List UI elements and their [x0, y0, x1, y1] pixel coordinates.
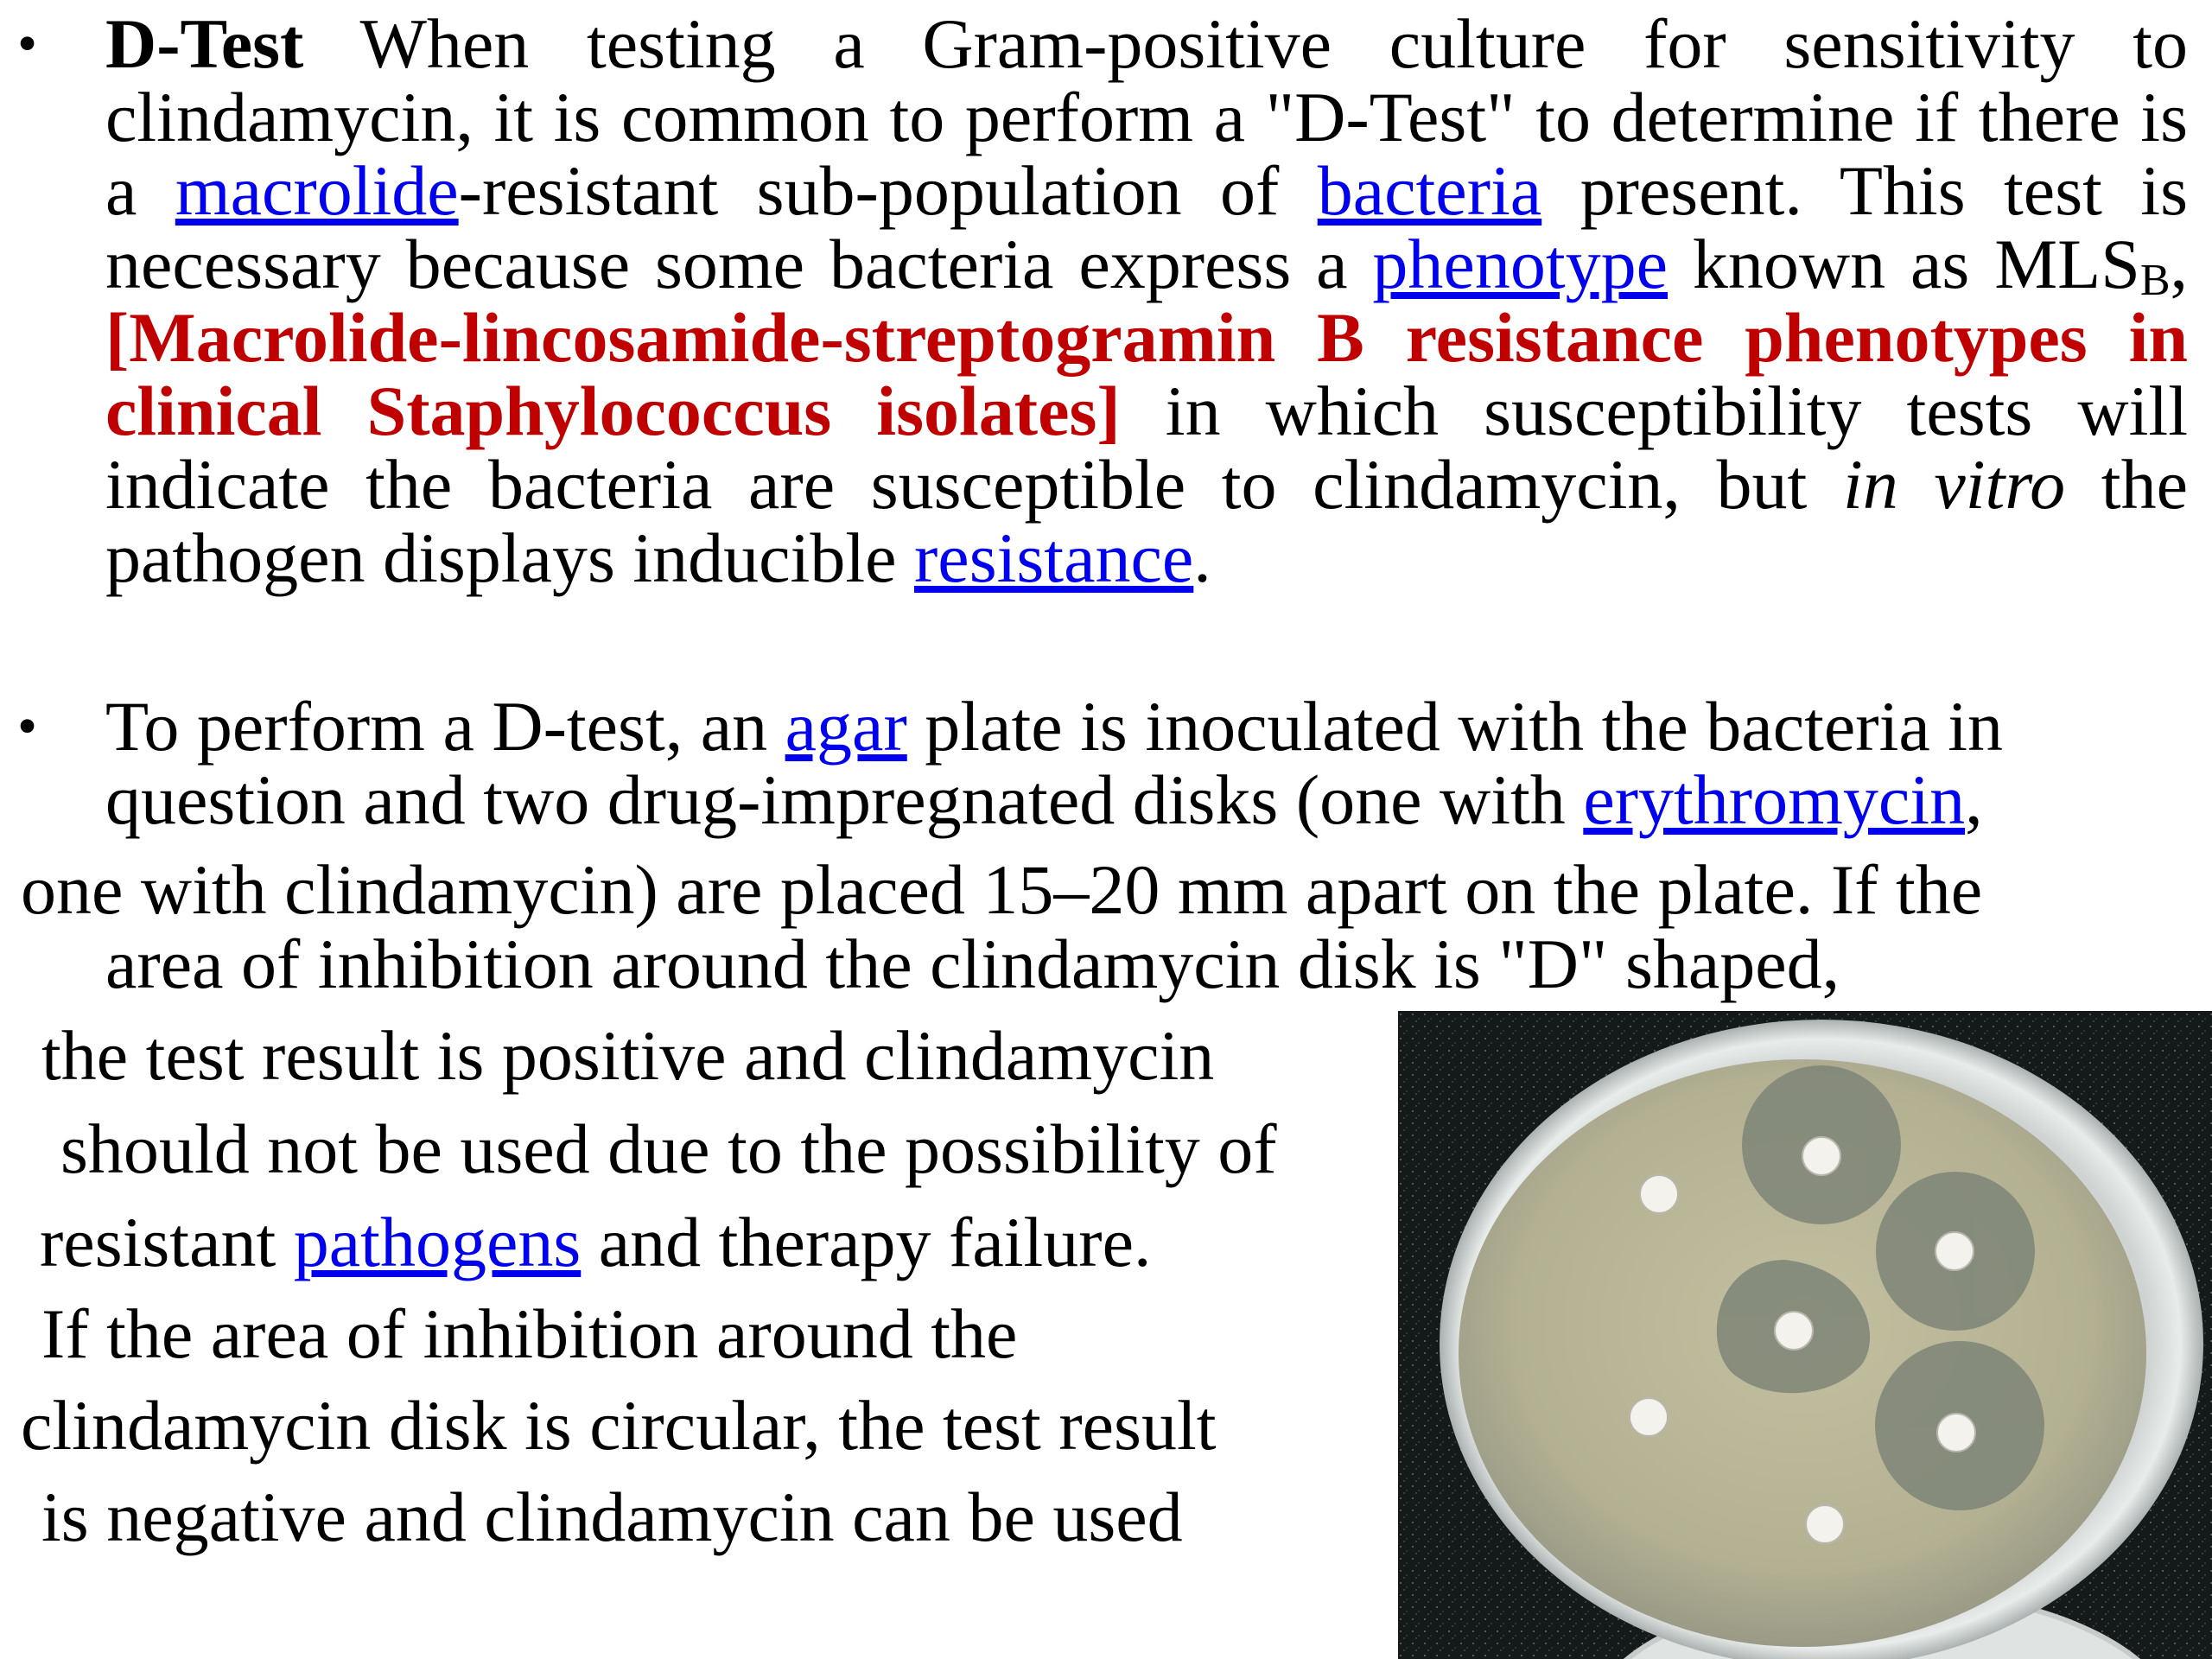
disk: [1806, 1505, 1844, 1543]
erythromycin-link[interactable]: erythromycin: [1583, 760, 1966, 839]
d-test-term: D-Test: [105, 4, 304, 83]
disk: [1630, 1398, 1668, 1436]
text-run: plate is inoculated with the bacteria in question and two drug-impregnated disks (one with: [105, 687, 2004, 839]
text-run: ,: [2170, 225, 2188, 303]
disk: [1802, 1137, 1840, 1175]
disk: [1936, 1232, 1974, 1270]
text-run: and therapy failure.: [581, 1203, 1152, 1281]
text-run: resistant: [40, 1203, 294, 1281]
disk: [1640, 1175, 1678, 1213]
bullet-marker: •: [17, 12, 38, 75]
phenotype-link[interactable]: phenotype: [1372, 225, 1668, 303]
text-line-4: should not be used due to the possibility of: [60, 1109, 1277, 1188]
bullet-marker: •: [17, 695, 38, 758]
text-run: .: [1193, 518, 1211, 597]
text-line-5: [40, 1199, 1152, 1286]
in-vitro-italic: in vitro: [1842, 445, 2066, 524]
text-run: -resistant sub-population of: [458, 151, 1318, 230]
macrolide-link[interactable]: macrolide: [175, 151, 459, 230]
petri-dish-illustration: [1398, 1011, 2212, 1659]
text-run: the pathogen displays inducible: [105, 445, 2188, 597]
d-test-paragraph: [105, 4, 2188, 597]
resistance-link[interactable]: resistance: [914, 518, 1194, 597]
agar-link[interactable]: agar: [785, 687, 907, 766]
d-test-procedure-paragraph: [105, 687, 2188, 839]
text-run: in which susceptibility tests will indicate the bacteria are susceptible to clindamycin, but: [105, 372, 2188, 524]
text-run: known as MLS: [1668, 225, 2140, 303]
text-line-7: clindamycin disk is circular, the test result: [21, 1386, 1217, 1465]
d-test-agar-plate-photo: [1398, 1011, 2212, 1659]
text-line-6: If the area of inhibition around the: [41, 1294, 1018, 1373]
text-line-2: area of inhibition around the clindamycin disk is "D" shaped,: [105, 925, 1840, 1003]
disk: [1775, 1312, 1813, 1350]
pathogens-link[interactable]: pathogens: [293, 1203, 582, 1281]
text-run: To perform a D-test, an: [105, 687, 785, 766]
reference-red-text: [Macrolide-lincosamide-streptogramin B resistance phenotypes in clinical Staphylococcus isolates]: [105, 298, 2188, 450]
disk: [1937, 1414, 1975, 1452]
bacteria-link[interactable]: bacteria: [1317, 151, 1542, 230]
text-run: When testing a Gram-positive culture for sensitivity to clindamycin, it is common to perform a "D-Test" to determine if there is a: [105, 4, 2188, 230]
text-run: ,: [1965, 760, 1983, 839]
text-run: present. This test is necessary because some bacteria express a: [105, 151, 2188, 303]
text-line-1: one with clindamycin) are placed 15–20 mm apart on the plate. If the: [21, 850, 1983, 929]
mls-subscript: B: [2139, 256, 2171, 305]
text-line-3: the test result is positive and clindamycin: [41, 1016, 1215, 1095]
text-line-8: is negative and clindamycin can be used: [41, 1478, 1183, 1556]
